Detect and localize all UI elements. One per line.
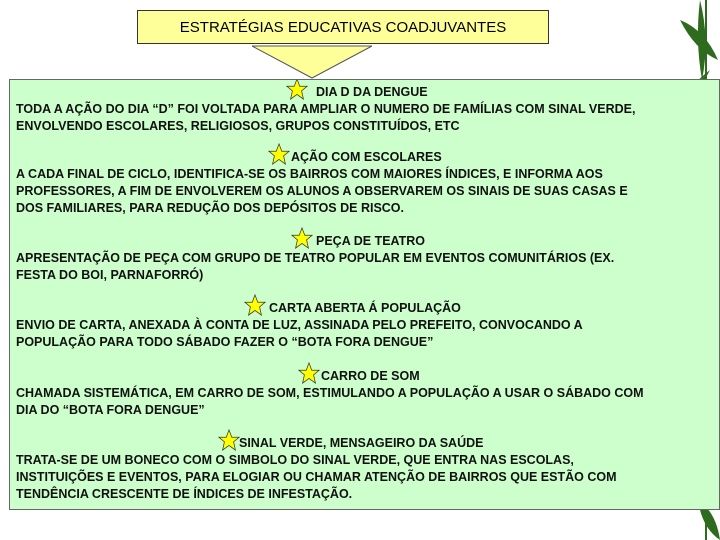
down-arrow-icon (252, 44, 372, 80)
section-escolares (16, 149, 720, 217)
star-icon (291, 227, 313, 249)
section-body: TRATA-SE DE UM BONECO COM O SIMBOLO DO SINAL VERDE, QUE ENTRA NAS ESCOLAS, INSTITUIÇÕES E EVENTOS, PARA ELOGIAR OU CHAMAR ATENÇÃO DE BAIRROS QUE ESTÃO COM TENDÊNCIA CRESCENTE DE ÍNDICES DE INFESTAÇÃO. (16, 453, 617, 501)
section-sinal-verde (16, 435, 720, 503)
star-icon (268, 143, 290, 165)
section-heading: PEÇA DE TEATRO (316, 234, 426, 248)
section-body: A CADA FINAL DE CICLO, IDENTIFICA-SE OS BAIRROS COM MAIORES ÍNDICES, E INFORMA AOS PROFESSORES, A FIM DE ENVOLVEREM OS ALUNOS A OBSERVAREM OS SINAIS DE SUAS CASAS E DOS FAMILIARES, PARA REDUÇÃO DOS DEPÓSITOS DE RISCO. (16, 167, 628, 215)
section-heading: DIA D DA DENGUE (316, 85, 428, 99)
section-carro-som (16, 368, 720, 419)
page-title: ESTRATÉGIAS EDUCATIVAS COADJUVANTES (179, 18, 507, 36)
section-body: TODA A AÇÃO DO DIA “D” FOI VOLTADA PARA AMPLIAR O NUMERO DE FAMÍLIAS COM SINAL VERDE, ENVOLVENDO ESCOLARES, RELIGIOSOS, GRUPOS CONSTITUÍDOS, ETC (16, 102, 636, 133)
section-heading: SINAL VERDE, MENSAGEIRO DA SAÚDE (239, 436, 484, 450)
section-heading: AÇÃO COM ESCOLARES (291, 150, 442, 164)
strategies-panel (9, 79, 720, 510)
section-body: ENVIO DE CARTA, ANEXADA À CONTA DE LUZ, ASSINADA PELO PREFEITO, CONVOCANDO A POPULAÇÃO PARA TODO SÁBADO FAZER O “BOTA FORA DENGUE” (16, 318, 583, 349)
star-icon (298, 362, 320, 384)
star-icon (286, 79, 308, 100)
section-body: CHAMADA SISTEMÁTICA, EM CARRO DE SOM, ESTIMULANDO A POPULAÇÃO A USAR O SÁBADO COM DIA DO “BOTA FORA DENGUE” (16, 386, 644, 417)
title-box (137, 10, 549, 44)
section-heading: CARTA ABERTA Á POPULAÇÃO (269, 301, 461, 315)
section-body: APRESENTAÇÃO DE PEÇA COM GRUPO DE TEATRO POPULAR EM EVENTOS COMUNITÁRIOS (EX. FESTA DO BOI, PARNAFORRÓ) (16, 251, 615, 282)
section-carta (16, 300, 720, 351)
section-heading: CARRO DE SOM (321, 369, 420, 383)
star-icon (244, 294, 266, 316)
star-icon (218, 429, 240, 451)
section-teatro (16, 233, 720, 284)
section-dia-d (16, 84, 720, 135)
